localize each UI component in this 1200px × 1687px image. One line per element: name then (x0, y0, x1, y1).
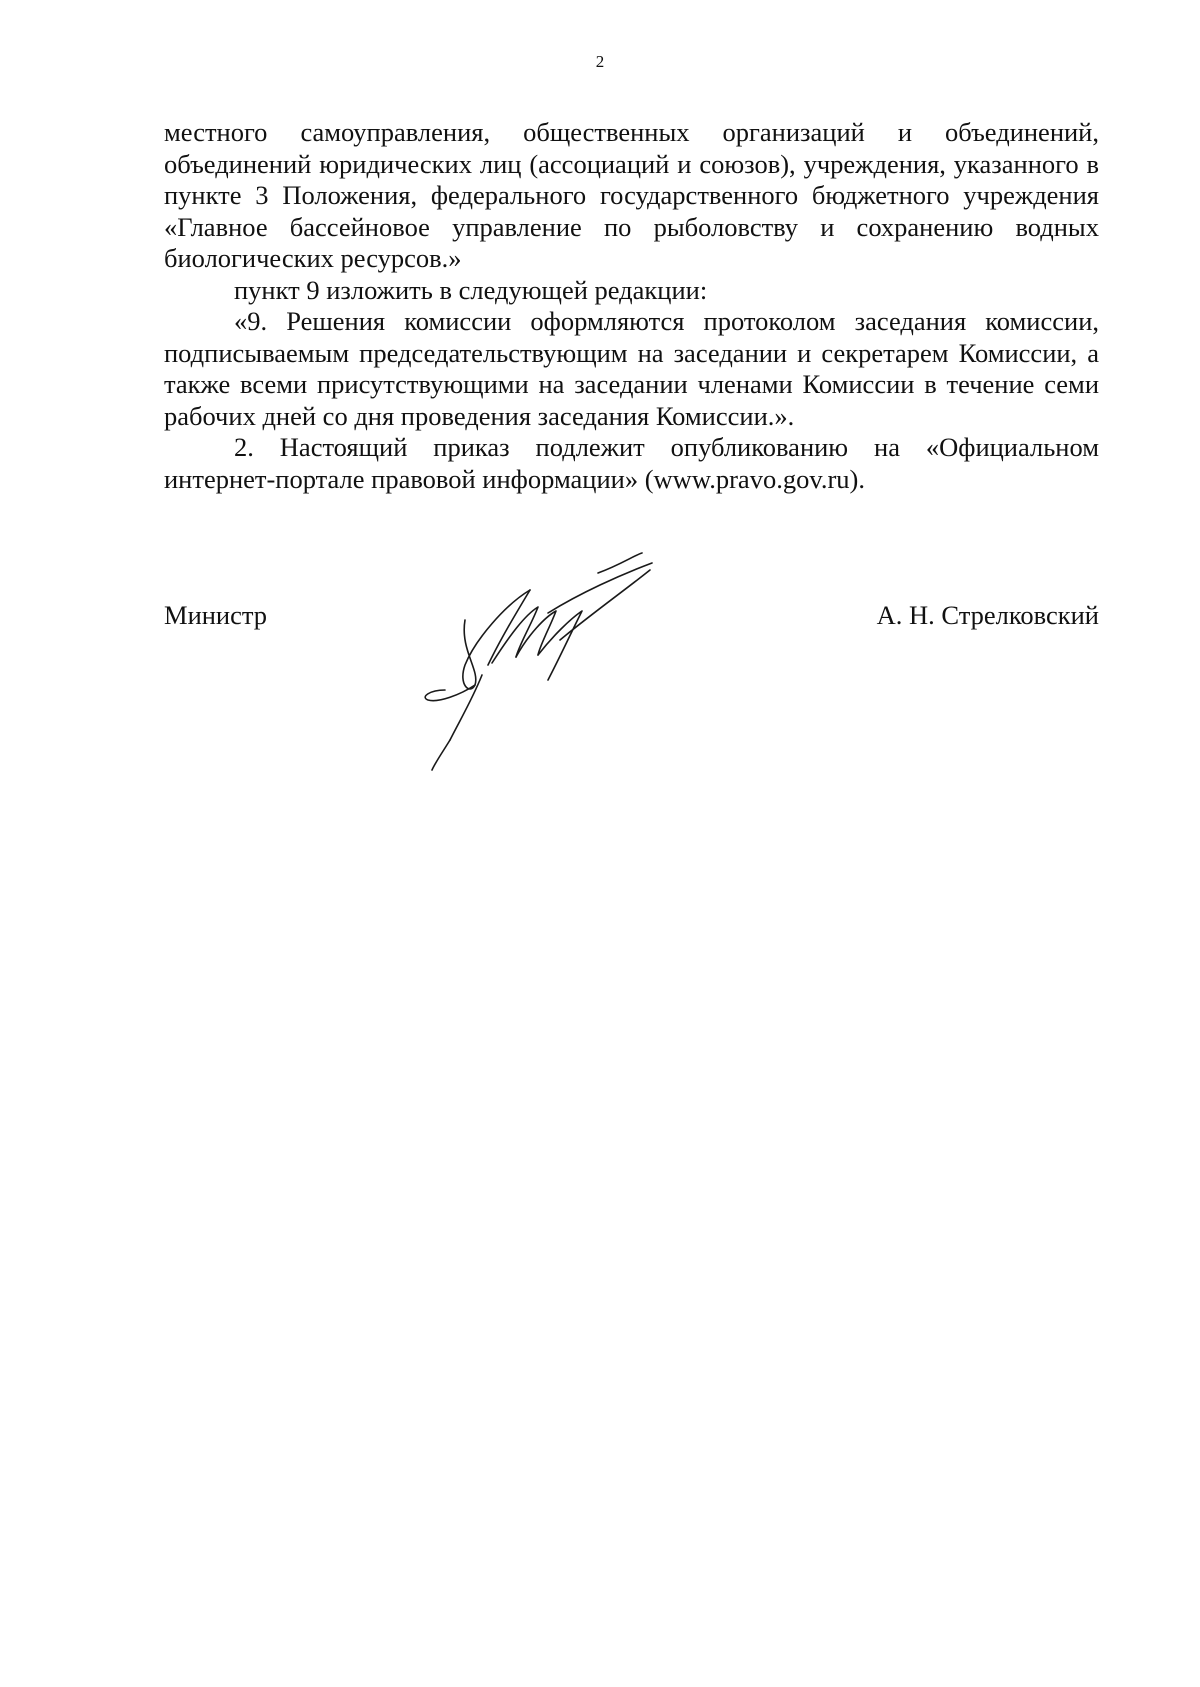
paragraph-amendment-intro: пункт 9 изложить в следующей редакции: (234, 274, 708, 305)
page-number: 2 (595, 52, 605, 71)
signatory-title: Министр (164, 600, 268, 630)
paragraph-clause-9: «9. Решения комиссии оформляются протоколом заседания комиссии, подписываемым председательствующим на заседании и секретарем Комиссии, а также всеми присутствующими на заседании членами Комиссии в течение семи рабочих дней со дня проведения заседания Комиссии.». (164, 306, 1099, 431)
paragraph-continuation: местного самоуправления, общественных организаций и объединений, объединений юридических лиц (ассоциаций и союзов), учреждения, указанного в пункте 3 Положения, федерального государственного бюджетного учреждения «Главное бассейновое управление по рыболовству и сохранению водных биологических ресурсов.» (164, 117, 1099, 273)
paragraph-publication: 2. Настоящий приказ подлежит опубликованию на «Официальном интернет-портале правовой информации» (www.pravo.gov.ru). (164, 432, 1099, 494)
signatory-name: А. Н. Стрелковский (876, 600, 1099, 630)
handwritten-signature (420, 545, 750, 775)
document-body (164, 117, 1099, 495)
